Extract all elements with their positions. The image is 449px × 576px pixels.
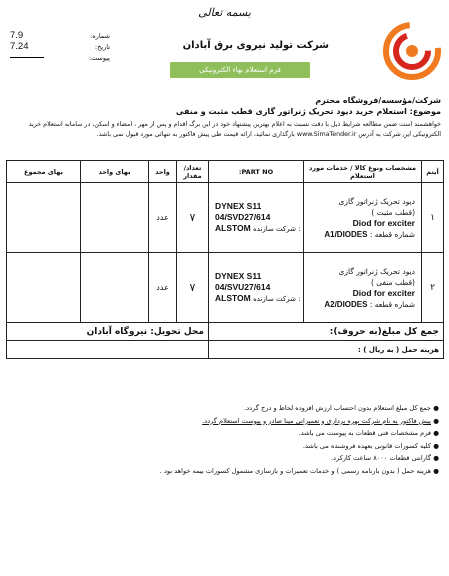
list-item <box>19 465 439 478</box>
desc-english: Diod for exciter <box>352 217 415 228</box>
code-label: شماره قطعه : <box>369 299 415 309</box>
attachment-label: پیوست: <box>88 53 110 62</box>
maker-label: شرکت سازنده : <box>253 224 301 233</box>
list-item <box>19 452 439 465</box>
part-line-2: 04/SVU27/614 <box>215 281 271 292</box>
note-text: پیش فاکتور به نام شرکت بهره برداری و تعمیراتی مپنا صادر و پیوست استعلام گردد. <box>202 416 431 425</box>
bullet-icon: ● <box>433 441 439 450</box>
transport-value-cell[interactable] <box>7 341 209 359</box>
table-row <box>7 253 444 323</box>
bullet-icon: ● <box>433 404 439 412</box>
sum-label: جمع کل مبلغ(به حروف): <box>209 323 444 341</box>
item-quantity: ۷ <box>177 253 209 323</box>
col-header-part: PART NO: <box>209 161 304 183</box>
part-line-1: DYNEX S11 <box>215 200 262 211</box>
part-line-1: DYNEX S11 <box>215 270 262 281</box>
delivery-place: محل تحویل: نیروگاه آبادان <box>7 323 209 341</box>
desc-line-1: دیود تحریک ژنراتور گازی <box>338 266 415 276</box>
total-price-cell[interactable] <box>7 183 81 253</box>
part-line-2: 04/SVD27/614 <box>215 211 271 222</box>
bismillah-heading: بسمه تعالی <box>198 6 251 19</box>
note-text: هزینه حمل ( بدون بارنامه رسمی ) و خدمات تعمیرات و بازسازی مشمول کسورات بیمه خواهد بود . <box>159 466 431 475</box>
subject-line: موضوع: استعلام خرید دیود تحریک ژنراتور گازی قطب مثبت و منفی <box>175 107 441 116</box>
item-unit: عدد <box>149 253 177 323</box>
bullet-icon: ● <box>433 416 439 425</box>
part-code: A1/DIODES <box>324 229 368 239</box>
transport-label: هزینه حمل ( به ریال ) : <box>209 341 444 359</box>
desc-line-1: دیود تحریک ژنراتور گازی <box>338 196 415 206</box>
col-header-qty: تعداد/ مقدار <box>177 161 209 183</box>
unit-price-cell[interactable] <box>81 183 149 253</box>
unit-price-cell[interactable] <box>81 253 149 323</box>
table-header-row <box>7 161 444 183</box>
company-logo <box>383 22 441 80</box>
part-number <box>209 183 304 253</box>
maker-label: شرکت سازنده : <box>253 294 301 303</box>
desc-line-2: (قطب مثبت ) <box>371 207 415 217</box>
transport-row <box>7 341 444 359</box>
total-price-cell[interactable] <box>7 253 81 323</box>
company-name: شرکت تولید نیروی برق آبادان <box>182 40 329 51</box>
note-text: گارانتی قطعات ۸۰۰۰ ساعت کارکرد. <box>330 454 431 463</box>
items-table <box>6 160 444 359</box>
document-meta <box>10 30 110 63</box>
bullet-icon: ● <box>433 454 439 463</box>
maker-value: ALSTOM <box>215 222 251 233</box>
desc-line-2: (قطب منفی ) <box>370 277 415 287</box>
sum-row <box>7 323 444 341</box>
form-title-bar: فرم استعلام بهاء الکترونیکی <box>170 62 310 78</box>
list-item <box>19 402 439 415</box>
part-code: A2/DIODES <box>324 299 368 309</box>
part-number <box>209 253 304 323</box>
note-text: کلیه کسورات قانونی بعهده فروشنده می باشد. <box>302 441 431 450</box>
row-number: ۱ <box>422 183 444 253</box>
item-quantity: ۷ <box>177 183 209 253</box>
col-header-unit-price: بهای واحد <box>81 161 149 183</box>
code-label: شماره قطعه : <box>369 229 415 239</box>
recipient-line: شرکت/مؤسسه/فروشگاه محترم <box>315 96 441 105</box>
date-label: تاریخ: <box>94 42 110 51</box>
list-item <box>19 415 439 428</box>
maker-value: ALSTOM <box>215 292 251 303</box>
number-value: 7.9 <box>10 30 24 41</box>
list-item <box>19 440 439 453</box>
item-description <box>304 183 422 253</box>
note-text: فرم مشخصات فنی قطعات به پیوست می باشد. <box>298 429 431 438</box>
bullet-icon: ● <box>433 429 439 438</box>
row-number: ۲ <box>422 253 444 323</box>
note-text: جمع کل مبلغ استعلام بدون احتساب ارزش افزوده لحاظ و درج گردد. <box>244 404 431 412</box>
col-header-total-price: بهای مجموع <box>7 161 81 183</box>
col-header-desc: مشخصات ونوع کالا / خدمات مورد استعلام <box>304 161 422 183</box>
intro-paragraph: خواهشمند است ضمن مطالعه شرایط ذیل با دقت نسبت به اعلام بهترین پیشنهاد خود در این برگ اقدام و پس از مهر ، امضاء و اسکن، در سامانه استعلام خرید الکترونیکی این شرکت به آدرس www.SimaTender.ir بارگذاری نمائید، ارائه قیمت طی پیش فاکتور به تنهائی مورد قبول نمی باشد. <box>28 121 441 138</box>
number-label: شماره: <box>90 31 110 40</box>
notes-list <box>19 402 439 478</box>
item-unit: عدد <box>149 183 177 253</box>
list-item <box>19 427 439 440</box>
bullet-icon: ● <box>433 466 439 475</box>
col-header-row: آیتم <box>422 161 444 183</box>
desc-english: Diod for exciter <box>352 287 415 298</box>
date-value: 7.24 <box>10 41 29 52</box>
col-header-unit: واحد <box>149 161 177 183</box>
item-description <box>304 253 422 323</box>
attachment-line <box>10 57 44 58</box>
table-row <box>7 183 444 253</box>
